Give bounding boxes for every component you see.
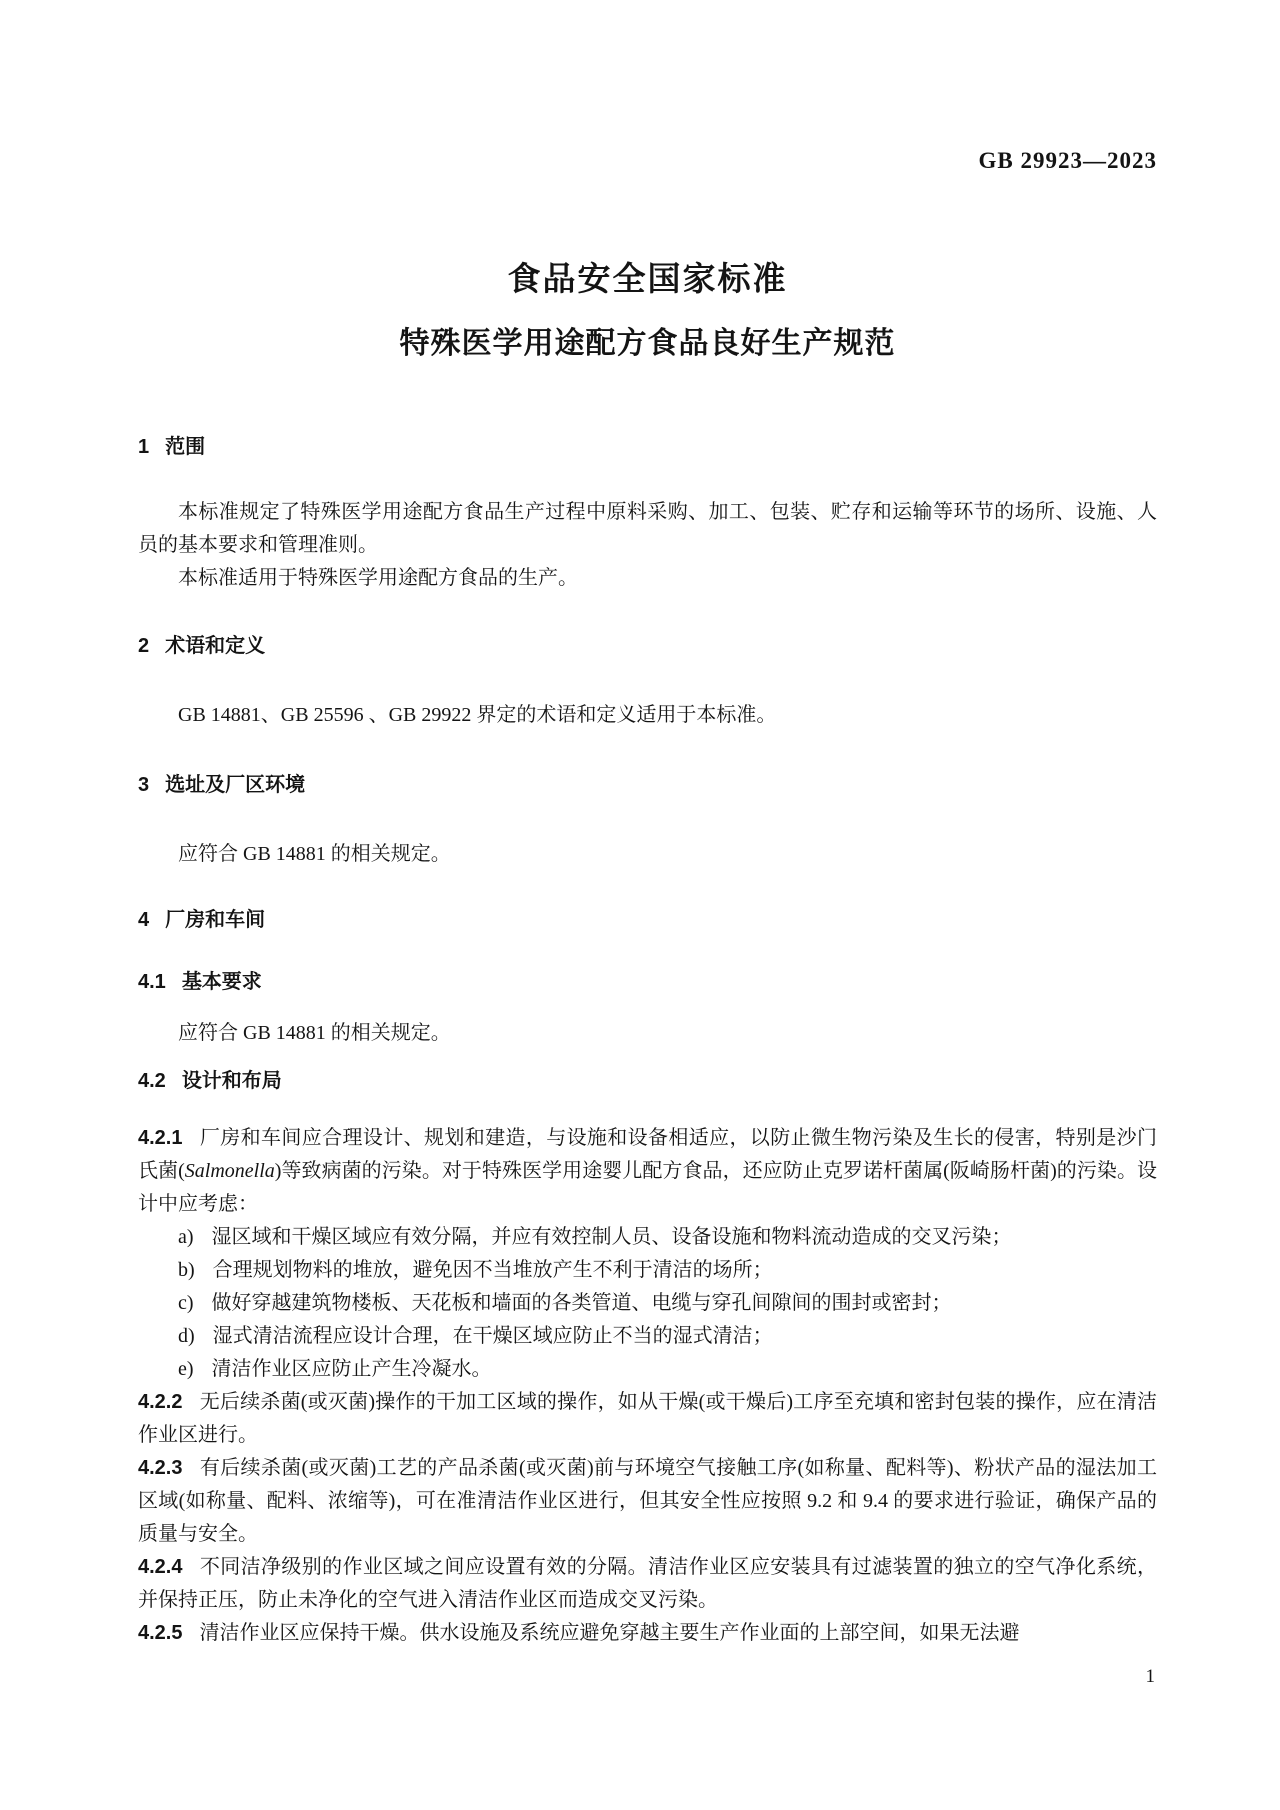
clause-4-2-3-number: 4.2.3 (138, 1457, 183, 1479)
document-content (138, 0, 1157, 1690)
clause-4-2-1 (138, 1122, 1157, 1221)
section-3-paragraph-1: 应符合 GB 14881 的相关规定。 (178, 843, 451, 865)
clause-4-2-4 (138, 1551, 1157, 1617)
list-item-d (138, 1320, 1157, 1353)
clause-4-2-4-text: 不同洁净级别的作业区域之间应设置有效的分隔。清洁作业区应安装具有过滤装置的独立的空气净化系统，并保持正压，防止未净化的空气进入清洁作业区而造成交叉污染。 (138, 1556, 1157, 1611)
clause-4-2-1-number: 4.2.1 (138, 1127, 183, 1149)
list-item-c-label: c) (178, 1292, 194, 1314)
section-1-paragraph-2: 本标准适用于特殊医学用途配方食品的生产。 (178, 567, 578, 589)
section-4-2-title: 设计和布局 (181, 1070, 282, 1092)
section-4-1-paragraph-1: 应符合 GB 14881 的相关规定。 (178, 1022, 451, 1044)
clause-4-2-2-number: 4.2.2 (138, 1391, 183, 1413)
section-1-heading (138, 434, 1157, 460)
section-2-title: 术语和定义 (165, 635, 266, 657)
doc-title-line1: 食品安全国家标准 (507, 260, 788, 297)
list-item-a-text: 湿区域和干燥区域应有效分隔，并应有效控制人员、设备设施和物料流动造成的交叉污染； (211, 1226, 1012, 1248)
list-item-a (138, 1221, 1157, 1254)
section-2-paragraph-1: GB 14881、GB 25596 、GB 29922 界定的术语和定义适用于本标准。 (178, 704, 777, 726)
list-item-d-text: 湿式清洁流程应设计合理，在干燥区域应防止不当的湿式清洁； (212, 1325, 773, 1347)
section-4-title: 厂房和车间 (165, 909, 266, 931)
clause-4-2-5-text: 清洁作业区应保持干燥。供水设施及系统应避免穿越主要生产作业面的上部空间，如果无法避 (199, 1622, 1020, 1644)
section-3-title: 选址及厂区环境 (165, 774, 306, 796)
list-item-e-label: e) (178, 1358, 194, 1380)
list-item-b-label: b) (178, 1259, 195, 1281)
clause-4-2-2-text: 无后续杀菌(或灭菌)操作的干加工区域的操作，如从干燥(或干燥后)工序至充填和密封包装的操作，应在清洁作业区进行。 (138, 1391, 1157, 1446)
list-item-e-text: 清洁作业区应防止产生冷凝水。 (211, 1358, 492, 1380)
list-item-c (138, 1287, 1157, 1320)
clause-4-2-1-text-after: )等致病菌的污染。对于特殊医学用途婴儿配方食品，还应防止克罗诺杆菌属(阪崎肠杆菌)的污染。设计中应考虑： (138, 1160, 1157, 1215)
section-2-number: 2 (138, 635, 150, 657)
section-4-1-number: 4.1 (138, 971, 166, 993)
section-3-number: 3 (138, 774, 150, 796)
clause-4-2-1-italic-term: Salmonella (184, 1160, 275, 1182)
clause-4-2-2 (138, 1386, 1157, 1452)
section-2-heading (138, 633, 1157, 659)
section-4-1-title: 基本要求 (181, 971, 262, 993)
clause-4-2-5-number: 4.2.5 (138, 1622, 183, 1644)
list-item-c-text: 做好穿越建筑物楼板、天花板和墙面的各类管道、电缆与穿孔间隙间的围封或密封； (211, 1292, 952, 1314)
section-4-number: 4 (138, 909, 150, 931)
section-1-number: 1 (138, 436, 150, 458)
section-4-2-number: 4.2 (138, 1070, 166, 1092)
clause-4-2-4-number: 4.2.4 (138, 1556, 183, 1578)
section-1-title: 范围 (165, 436, 206, 458)
section-3-heading (138, 772, 1157, 798)
clause-4-2-3 (138, 1452, 1157, 1551)
section-4-2-heading (138, 1068, 1157, 1094)
clause-4-2-5 (138, 1617, 1157, 1650)
list-item-b (138, 1254, 1157, 1287)
list-item-d-label: d) (178, 1325, 195, 1347)
list-item-e (138, 1353, 1157, 1386)
standard-code: GB 29923—2023 (978, 148, 1157, 173)
doc-title-line2: 特殊医学用途配方食品良好生产规范 (399, 327, 896, 360)
section-4-1-heading (138, 969, 1157, 995)
clause-4-2-1-text-before: 厂房和车间应合理设计、规划和建造，与设施和设备相适应，以防止微生物污染及生长的侵害，特别是沙门氏菌( (138, 1127, 1157, 1182)
clause-4-2-3-text: 有后续杀菌(或灭菌)工艺的产品杀菌(或灭菌)前与环境空气接触工序(如称量、配料等)、粉状产品的湿法加工区域(如称量、配料、浓缩等)，可在准清洁作业区进行，但其安全性应按照 9.2 和 9.4 的要求进行验证，确保产品的质量与安全。 (138, 1457, 1157, 1545)
page-number: 1 (1145, 1666, 1155, 1687)
list-item-b-text: 合理规划物料的堆放，避免因不当堆放产生不利于清洁的场所； (212, 1259, 773, 1281)
list-item-a-label: a) (178, 1226, 194, 1248)
section-4-heading (138, 907, 1157, 933)
section-1-paragraph-1: 本标准规定了特殊医学用途配方食品生产过程中原料采购、加工、包装、贮存和运输等环节的场所、设施、人员的基本要求和管理准则。 (138, 501, 1157, 556)
